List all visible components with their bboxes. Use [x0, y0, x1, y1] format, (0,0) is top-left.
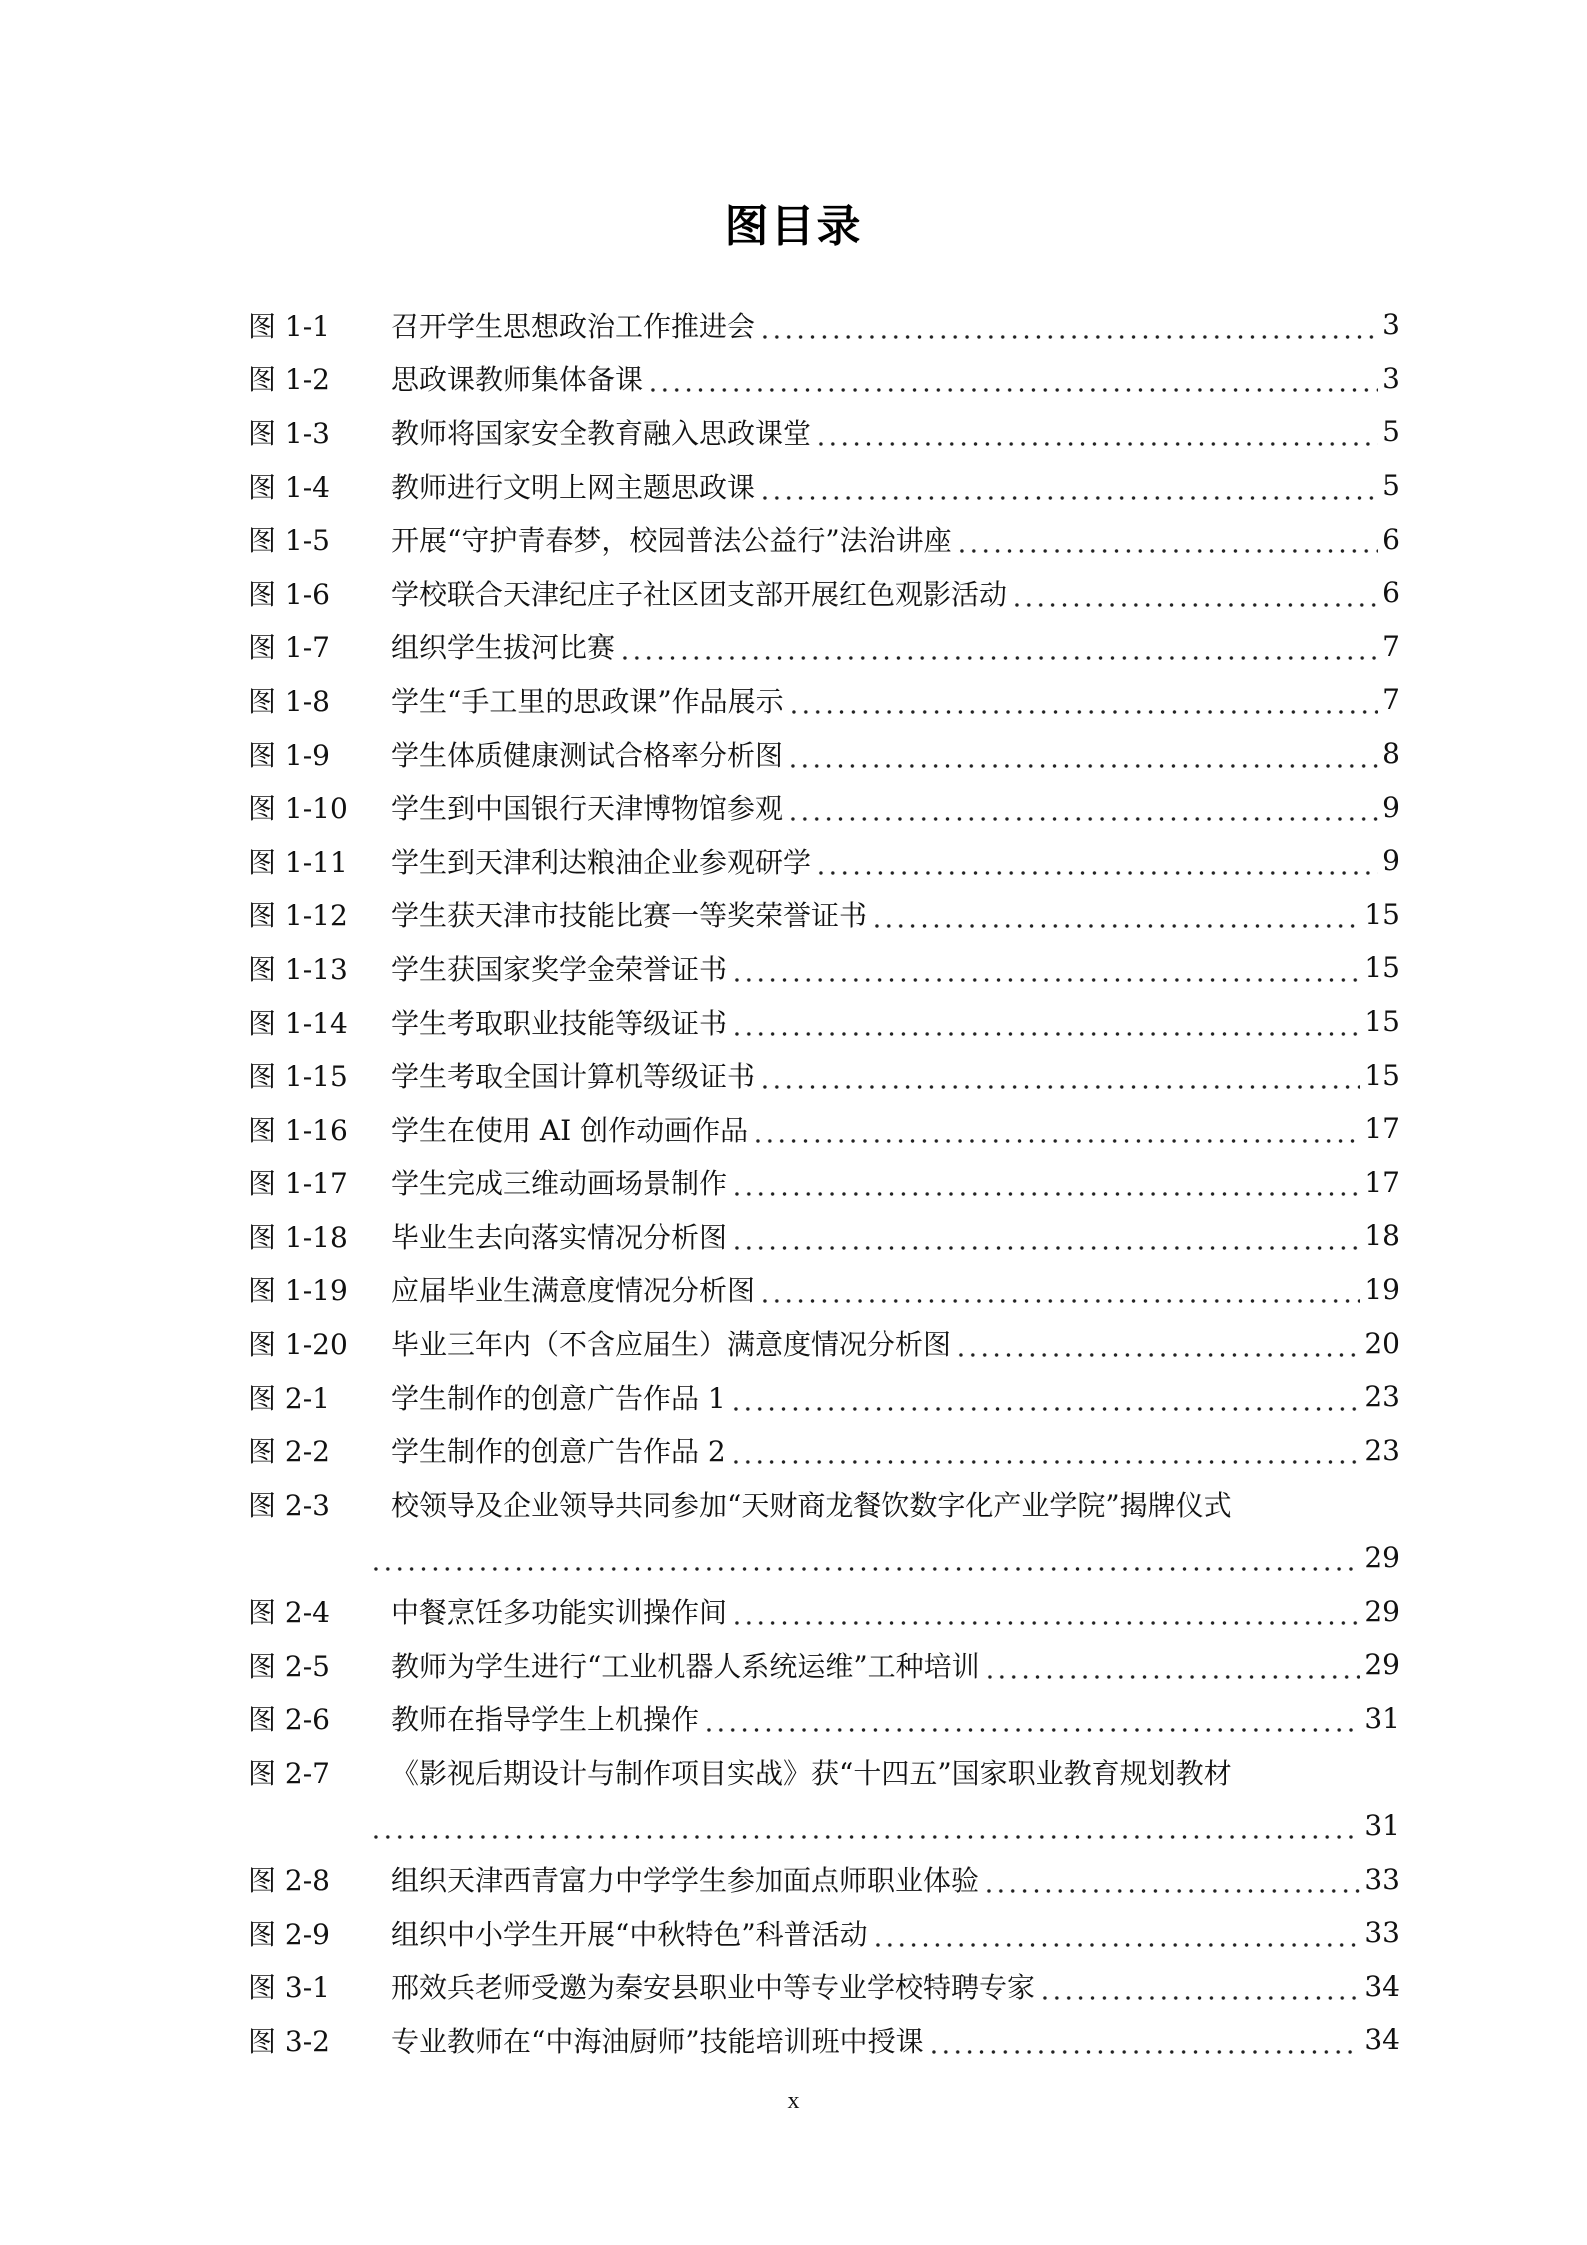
- dot-leader: [955, 1331, 1360, 1359]
- figure-caption: 学生完成三维动画场景制作: [391, 1167, 728, 1201]
- page-number: 8: [1382, 737, 1400, 771]
- page-footer-number: x: [787, 2088, 800, 2114]
- page-number: 17: [1364, 1165, 1400, 1199]
- figure-number: 图 1-12: [248, 899, 348, 933]
- toc-entry[interactable]: [248, 888, 1400, 942]
- dot-leader: [815, 420, 1378, 448]
- toc-entry[interactable]: [248, 1102, 1400, 1156]
- page-number: 20: [1364, 1326, 1400, 1360]
- figure-number: 图 1-2: [248, 363, 330, 397]
- page-number: 15: [1364, 951, 1400, 985]
- dot-leader: [787, 795, 1378, 823]
- figure-caption: 应届毕业生满意度情况分析图: [391, 1274, 756, 1308]
- toc-entry[interactable]: [248, 1477, 1400, 1531]
- toc-entry[interactable]: [248, 298, 1400, 352]
- page-number: 33: [1364, 1862, 1400, 1896]
- page-number: 6: [1382, 522, 1400, 556]
- page-number: 18: [1364, 1219, 1400, 1253]
- figure-number: 图 3-2: [248, 2024, 330, 2058]
- figure-number: 图 1-14: [248, 1006, 348, 1040]
- figure-number: 图 1-17: [248, 1167, 348, 1201]
- toc-entry[interactable]: [248, 1156, 1400, 1210]
- figure-number: 图 2-2: [248, 1435, 330, 1469]
- figure-caption: 教师将国家安全教育融入思政课堂: [391, 416, 812, 450]
- toc-entry[interactable]: [248, 673, 1400, 727]
- page-number: 5: [1382, 469, 1400, 503]
- toc-entry[interactable]: [248, 727, 1400, 781]
- page-number: 15: [1364, 1005, 1400, 1039]
- toc-entry[interactable]: [248, 995, 1400, 1049]
- dot-leader: [1039, 1974, 1360, 2002]
- page-number: 33: [1364, 1916, 1400, 1950]
- figure-caption: 教师为学生进行“工业机器人系统运维”工种培训: [391, 1649, 980, 1683]
- toc-entry[interactable]: [248, 459, 1400, 513]
- toc-entry[interactable]: [248, 1638, 1400, 1692]
- figure-number: 图 3-1: [248, 1971, 330, 2005]
- figure-number: 图 1-7: [248, 631, 330, 665]
- dot-leader: [731, 1599, 1360, 1627]
- page-number: 29: [1364, 1540, 1400, 1574]
- figure-number: 图 2-9: [248, 1917, 330, 1951]
- dot-leader: [759, 474, 1378, 502]
- dot-leader: [872, 1921, 1361, 1949]
- figure-number: 图 1-10: [248, 792, 348, 826]
- page-title: 图目录: [724, 201, 863, 252]
- dot-leader: [984, 1653, 1361, 1681]
- figure-number: 图 1-4: [248, 470, 330, 504]
- figure-caption: 学生“手工里的思政课”作品展示: [391, 684, 784, 718]
- figure-number: 图 1-13: [248, 952, 348, 986]
- page-number: 29: [1364, 1648, 1400, 1682]
- toc-entry[interactable]: [248, 1316, 1400, 1370]
- figure-caption: 校领导及企业领导共同参加“天财商龙餐饮数字化产业学院”揭牌仪式: [391, 1488, 1232, 1522]
- figure-caption: 《影视后期设计与制作项目实战》获“十四五”国家职业教育规划教材: [391, 1756, 1232, 1790]
- dot-leader: [788, 688, 1379, 716]
- page-number: 9: [1382, 790, 1400, 824]
- figure-number: 图 1-20: [248, 1328, 348, 1362]
- figure-caption: 学生到中国银行天津博物馆参观: [391, 792, 784, 826]
- page-number: 31: [1364, 1808, 1400, 1842]
- figure-caption: 学生体质健康测试合格率分析图: [391, 738, 784, 772]
- figure-caption: 毕业三年内（不含应届生）满意度情况分析图: [391, 1328, 952, 1362]
- dot-leader: [370, 1545, 1360, 1573]
- figure-number: 图 1-11: [248, 845, 348, 879]
- toc-entry[interactable]: [248, 1906, 1400, 1960]
- page-number: 7: [1382, 683, 1400, 717]
- figure-caption: 教师在指导学生上机操作: [391, 1703, 700, 1737]
- figure-caption: 开展“守护青春梦，校园普法公益行”法治讲座: [391, 524, 952, 558]
- figure-caption: 思政课教师集体备课: [391, 363, 644, 397]
- toc-entry-continuation[interactable]: [248, 1799, 1400, 1853]
- toc-entry[interactable]: [248, 834, 1400, 888]
- figure-caption: 邢效兵老师受邀为秦安县职业中等专业学校特聘专家: [391, 1971, 1036, 2005]
- toc-entry[interactable]: [248, 1370, 1400, 1424]
- dot-leader: [730, 1438, 1361, 1466]
- toc-entry[interactable]: [248, 566, 1400, 620]
- dot-leader: [703, 1706, 1360, 1734]
- figure-caption: 学生考取职业技能等级证书: [391, 1006, 728, 1040]
- figure-number: 图 1-3: [248, 416, 330, 450]
- page-number: 19: [1364, 1272, 1400, 1306]
- figure-caption: 毕业生去向落实情况分析图: [391, 1220, 728, 1254]
- dot-leader: [752, 1117, 1360, 1145]
- page-number: 31: [1364, 1701, 1400, 1735]
- toc-entry[interactable]: [248, 1423, 1400, 1477]
- figure-number: 图 1-9: [248, 738, 330, 772]
- figure-number: 图 2-5: [248, 1649, 330, 1683]
- toc-entry[interactable]: [248, 1263, 1400, 1317]
- page-number: 5: [1382, 415, 1400, 449]
- page-number: 23: [1364, 1380, 1400, 1414]
- dot-leader: [815, 849, 1378, 877]
- dot-leader: [928, 2028, 1361, 2056]
- dot-leader: [730, 1385, 1361, 1413]
- toc-entry[interactable]: [248, 780, 1400, 834]
- figure-caption: 学校联合天津纪庄子社区团支部开展红色观影活动: [391, 577, 1008, 611]
- dot-leader: [759, 1277, 1360, 1305]
- page-number: 6: [1382, 576, 1400, 610]
- figure-caption: 学生制作的创意广告作品 1: [391, 1381, 726, 1415]
- toc-entry[interactable]: [248, 1745, 1400, 1799]
- figure-number: 图 1-19: [248, 1274, 348, 1308]
- page-number: 17: [1364, 1112, 1400, 1146]
- dot-leader: [759, 313, 1378, 341]
- figure-number: 图 1-15: [248, 1060, 348, 1094]
- figure-caption: 教师进行文明上网主题思政课: [391, 470, 756, 504]
- toc-entry[interactable]: [248, 1852, 1400, 1906]
- dot-leader: [647, 366, 1378, 394]
- figure-caption: 学生获国家奖学金荣誉证书: [391, 952, 728, 986]
- toc-entry[interactable]: [248, 352, 1400, 406]
- dot-leader: [787, 742, 1378, 770]
- toc-entry[interactable]: [248, 1959, 1400, 2013]
- page-number: 15: [1364, 897, 1400, 931]
- toc-entry[interactable]: [248, 405, 1400, 459]
- figure-number: 图 1-1: [248, 309, 330, 343]
- figure-number: 图 2-1: [248, 1381, 330, 1415]
- figure-caption: 组织中小学生开展“中秋特色”科普活动: [391, 1917, 868, 1951]
- page-number: 9: [1382, 844, 1400, 878]
- toc-entry[interactable]: [248, 941, 1400, 995]
- figure-caption: 学生考取全国计算机等级证书: [391, 1060, 756, 1094]
- dot-leader: [731, 956, 1360, 984]
- dot-leader: [731, 1224, 1360, 1252]
- figure-caption: 学生到天津利达粮油企业参观研学: [391, 845, 812, 879]
- page-number: 3: [1382, 361, 1400, 395]
- page-number: 29: [1364, 1594, 1400, 1628]
- page-number: 3: [1382, 308, 1400, 342]
- dot-leader: [871, 902, 1360, 930]
- figure-caption: 组织学生拔河比赛: [391, 631, 616, 665]
- toc-entry[interactable]: [248, 620, 1400, 674]
- dot-leader: [731, 1010, 1360, 1038]
- toc-entry[interactable]: [248, 1584, 1400, 1638]
- dot-leader: [370, 1813, 1360, 1841]
- dot-leader: [1011, 581, 1378, 609]
- figure-number: 图 1-18: [248, 1220, 348, 1254]
- figure-number: 图 2-4: [248, 1596, 330, 1630]
- page-number: 34: [1364, 2023, 1400, 2057]
- figure-number: 图 2-7: [248, 1756, 330, 1790]
- toc-entry[interactable]: [248, 1691, 1400, 1745]
- figure-list: [248, 298, 1400, 2067]
- figure-number: 图 1-5: [248, 524, 330, 558]
- toc-entry[interactable]: [248, 1048, 1400, 1102]
- figure-caption: 学生获天津市技能比赛一等奖荣誉证书: [391, 899, 868, 933]
- toc-entry[interactable]: [248, 2013, 1400, 2067]
- figure-caption: 学生制作的创意广告作品 2: [391, 1435, 726, 1469]
- figure-caption: 学生在使用 AI 创作动画作品: [391, 1113, 749, 1147]
- page-number: 15: [1364, 1058, 1400, 1092]
- dot-leader: [619, 634, 1378, 662]
- figure-number: 图 2-6: [248, 1703, 330, 1737]
- figure-number: 图 2-8: [248, 1864, 330, 1898]
- figure-caption: 召开学生思想政治工作推进会: [391, 309, 756, 343]
- figure-number: 图 1-16: [248, 1113, 348, 1147]
- page-number: 34: [1364, 1969, 1400, 2003]
- dot-leader: [983, 1867, 1360, 1895]
- figure-caption: 专业教师在“中海油厨师”技能培训班中授课: [391, 2024, 924, 2058]
- dot-leader: [956, 527, 1379, 555]
- toc-entry-continuation[interactable]: [248, 1531, 1400, 1585]
- page-number: 23: [1364, 1433, 1400, 1467]
- figure-number: 图 1-8: [248, 684, 330, 718]
- toc-entry[interactable]: [248, 1209, 1400, 1263]
- figure-number: 图 1-6: [248, 577, 330, 611]
- page-number: 7: [1382, 629, 1400, 663]
- dot-leader: [731, 1170, 1360, 1198]
- dot-leader: [759, 1063, 1360, 1091]
- figure-caption: 组织天津西青富力中学学生参加面点师职业体验: [391, 1864, 980, 1898]
- figure-caption: 中餐烹饪多功能实训操作间: [391, 1596, 728, 1630]
- figure-number: 图 2-3: [248, 1488, 330, 1522]
- toc-entry[interactable]: [248, 512, 1400, 566]
